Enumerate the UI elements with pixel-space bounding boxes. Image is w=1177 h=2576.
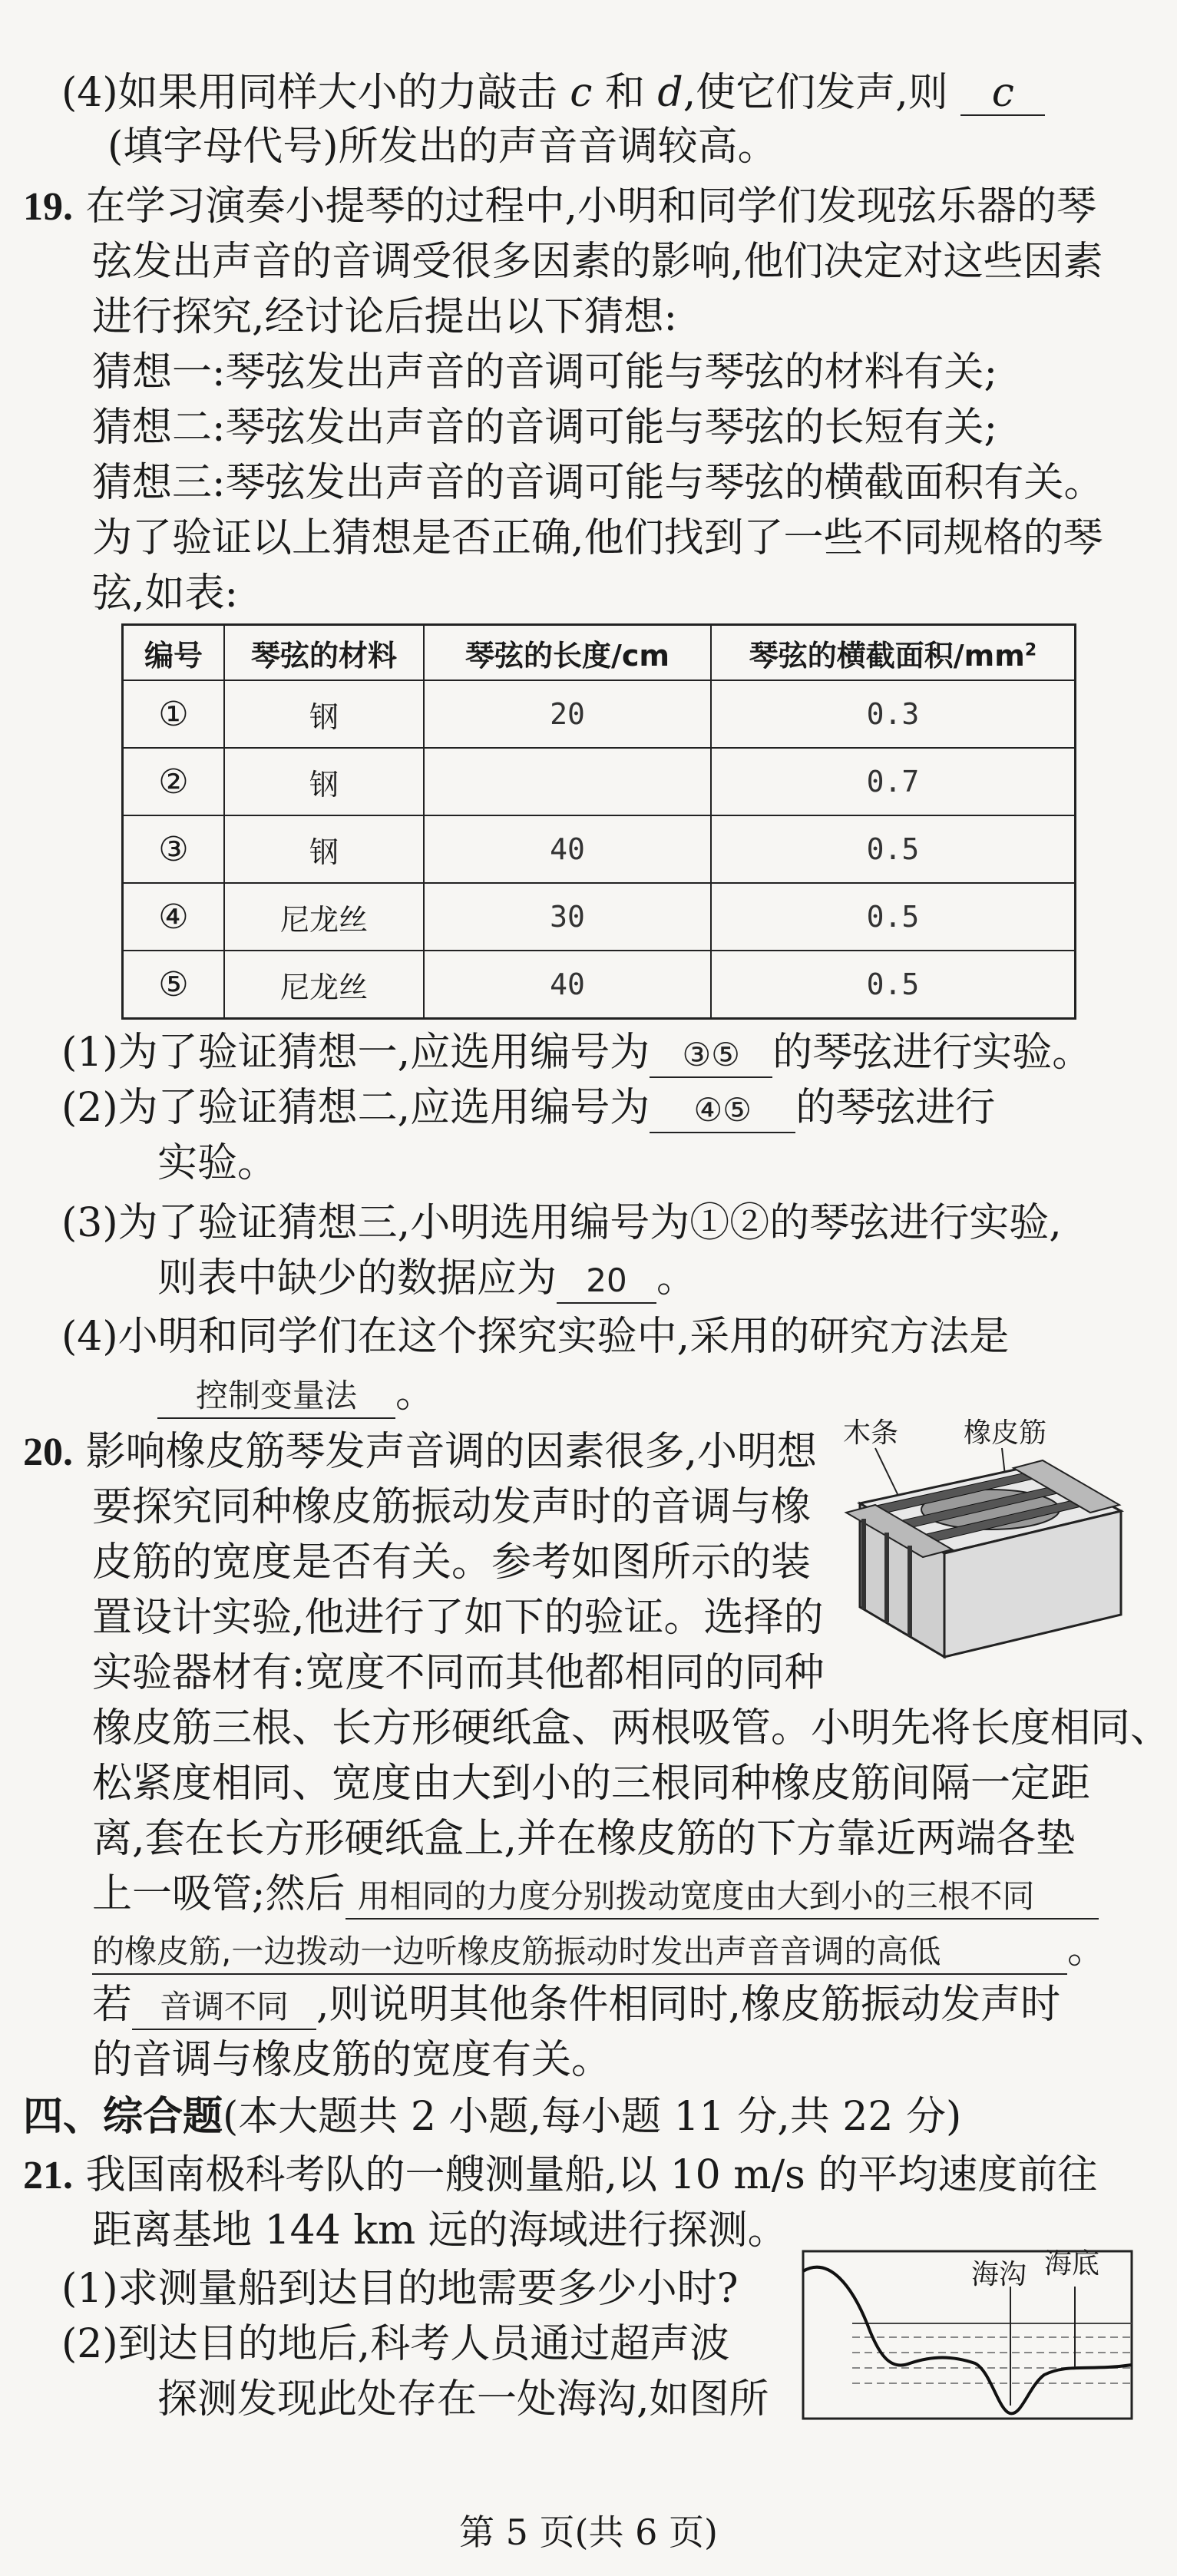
q19-p4-answer: 控制变量法 <box>157 1374 395 1419</box>
q20-text-5: 橡皮筋三根、长方形硬纸盒、两根吸管。小明先将长度相同、 <box>92 1705 1171 1751</box>
table-row <box>123 680 1076 748</box>
q18-text: (4)如果用同样大小的力敲击 <box>61 70 570 116</box>
q19-p1-text: (1)为了验证猜想一,应选用编号为 <box>61 1030 650 1076</box>
q19-intro-6: 为了验证以上猜想是否正确,他们找到了一些不同规格的琴 <box>92 515 1103 561</box>
q19-p2-answer: ④⑤ <box>650 1089 795 1133</box>
q20-text-2: 皮筋的宽度是否有关。参考如图所示的装 <box>92 1539 812 1586</box>
q19-p4-tail: 。 <box>395 1371 436 1417</box>
q19-part2-cont: 实验。 <box>157 1140 278 1186</box>
q19-line1 <box>23 180 1131 234</box>
cell-material: 钢 <box>224 680 424 748</box>
q19-number: 19. <box>23 185 73 229</box>
q20-l11-text: 若 <box>92 1982 133 2028</box>
cell-area: 0.3 <box>711 680 1076 748</box>
label-rubber-band: 橡皮筋 <box>964 1417 1047 1449</box>
cell-material: 尼龙丝 <box>224 883 424 951</box>
cell-id: ② <box>123 748 225 815</box>
cell-id: ① <box>123 680 225 748</box>
q20-text-8 <box>92 1867 1131 1921</box>
q20-answer-part2: 的橡皮筋,一边拨动一边听橡皮筋振动时发出声音音调的高低 <box>92 1930 1067 1975</box>
section-4-heading <box>23 2090 1131 2144</box>
cell-area: 0.7 <box>711 748 1076 815</box>
q19-p2-text: (2)为了验证猜想二,应选用编号为 <box>61 1085 650 1131</box>
q20-text-1: 要探究同种橡皮筋振动发声时的音调与橡 <box>92 1484 812 1530</box>
table-row <box>123 815 1076 883</box>
cell-id: ⑤ <box>123 951 225 1019</box>
q21-text-2: 距离基地 144 km 远的海域进行探测。 <box>92 2207 788 2254</box>
q18-tail: ,使它们发声,则 <box>683 70 948 116</box>
section-4-title: 四、综合题 <box>23 2093 223 2140</box>
th-id: 编号 <box>123 625 225 681</box>
q19-part1 <box>61 1026 1131 1080</box>
q20-text-10 <box>92 1978 1131 2032</box>
section-4-note: (本大题共 2 小题,每小题 11 分,共 22 分) <box>223 2094 962 2140</box>
cell-length: 40 <box>424 815 711 883</box>
cell-length <box>424 748 711 815</box>
cell-length: 20 <box>424 680 711 748</box>
q20-text-4: 实验器材有:宽度不同而其他都相同的同种 <box>92 1650 825 1696</box>
q20-text-9 <box>92 1923 1131 1976</box>
q18-var-c: c <box>570 70 593 116</box>
q20-text-3: 置设计实验,他进行了如下的验证。选择的 <box>92 1595 824 1641</box>
q21-part2-cont: 探测发现此处存在一处海沟,如图所 <box>157 2376 769 2422</box>
q19-hypothesis-2: 猜想二:琴弦发出声音的音调可能与琴弦的长短有关; <box>92 405 998 451</box>
q21-part2: (2)到达目的地后,科考人员通过超声波 <box>61 2321 730 2367</box>
q19-hypothesis-1: 猜想一:琴弦发出声音的音调可能与琴弦的材料有关; <box>92 349 998 395</box>
q19-part3-line1: (3)为了验证猜想三,小明选用编号为①②的琴弦进行实验, <box>61 1200 1062 1246</box>
q21-line1 <box>23 2148 1131 2203</box>
q19-part3-line2 <box>157 1252 1131 1305</box>
q20-l11-tail: ,则说明其他条件相同时,橡皮筋振动发声时 <box>316 1982 1061 2028</box>
q18-answer-blank: c <box>960 71 1045 116</box>
box-drawing <box>829 1411 1136 1665</box>
cell-length: 30 <box>424 883 711 951</box>
table-row <box>123 951 1076 1019</box>
cell-id: ④ <box>123 883 225 951</box>
th-material: 琴弦的材料 <box>224 625 424 681</box>
q20-text-0: 影响橡皮筋琴发声音调的因素很多,小明想 <box>85 1429 818 1475</box>
table-header-row <box>123 625 1076 681</box>
q20-number: 20. <box>23 1430 73 1474</box>
q18-and: 和 <box>592 70 658 116</box>
cell-area: 0.5 <box>711 815 1076 883</box>
label-trench: 海沟 <box>971 2259 1027 2290</box>
label-wood-strip: 木条 <box>843 1417 899 1449</box>
table-row <box>123 883 1076 951</box>
label-seabed: 海底 <box>1044 2248 1100 2280</box>
q21-part1: (1)求测量船到达目的地需要多少小时? <box>61 2266 739 2312</box>
q19-intro-2: 进行探究,经讨论后提出以下猜想: <box>92 294 678 340</box>
string-spec-table <box>121 623 1076 1020</box>
th-area-text: 琴弦的横截面积/mm <box>749 638 1025 673</box>
cell-area: 0.5 <box>711 951 1076 1019</box>
th-length: 琴弦的长度/cm <box>424 625 711 681</box>
cell-id: ③ <box>123 815 225 883</box>
cell-area: 0.5 <box>711 883 1076 951</box>
q20-answer-2: 音调不同 <box>132 1986 316 2030</box>
th-area <box>711 625 1076 681</box>
q21-number: 21. <box>23 2154 73 2197</box>
q19-hypothesis-3: 猜想三:琴弦发出声音的音调可能与琴弦的横截面积有关。 <box>92 460 1104 506</box>
q20-text-6: 松紧度相同、宽度由大到小的三根同种橡皮筋间隔一定距 <box>92 1761 1091 1807</box>
q19-part4-line1: (4)小明和同学们在这个探究实验中,采用的研究方法是 <box>61 1314 1010 1360</box>
q20-l10-tail: 。 <box>1067 1926 1108 1973</box>
q20-l9-text: 上一吸管;然后 <box>92 1871 345 1917</box>
cell-material: 钢 <box>224 815 424 883</box>
q19-p3-tail: 。 <box>656 1255 697 1301</box>
th-area-sup: 2 <box>1024 640 1037 660</box>
q19-intro-1: 弦发出声音的音调受很多因素的影响,他们决定对这些因素 <box>92 239 1103 285</box>
cell-material: 尼龙丝 <box>224 951 424 1019</box>
q21-text-1: 我国南极科考队的一艘测量船,以 10 m/s 的平均速度前往 <box>85 2152 1098 2198</box>
q19-intro-0: 在学习演奏小提琴的过程中,小明和同学们发现弦乐器的琴 <box>85 184 1097 230</box>
q19-p1-tail: 的琴弦进行实验。 <box>772 1030 1093 1076</box>
q18-var-d: d <box>657 70 683 116</box>
cell-length: 40 <box>424 951 711 1019</box>
q19-intro-7: 弦,如表: <box>92 570 239 617</box>
q20-answer-part1: 用相同的力度分别拨动宽度由大到小的三根不同 <box>345 1875 1099 1920</box>
table-row <box>123 748 1076 815</box>
q18-part4-line1 <box>61 66 1131 120</box>
q18-part4-line2: (填字母代号)所发出的声音音调较高。 <box>107 124 778 170</box>
rubber-band-box-figure <box>829 1411 1136 1665</box>
q20-text-7: 离,套在长方形硬纸盒上,并在橡皮筋的下方靠近两端各垫 <box>92 1816 1076 1862</box>
ocean-trench-figure <box>798 2240 1136 2425</box>
q19-p1-answer: ③⑤ <box>650 1033 772 1078</box>
page-footer: 第 5 页(共 6 页) <box>459 2512 718 2553</box>
cell-material: 钢 <box>224 748 424 815</box>
q19-p3-answer: 20 <box>557 1259 656 1304</box>
q19-p3-text: 则表中缺少的数据应为 <box>157 1255 557 1301</box>
q19-p2-tail: 的琴弦进行 <box>795 1085 996 1131</box>
q19-part2 <box>61 1081 1131 1135</box>
q20-text-11: 的音调与橡皮筋的宽度有关。 <box>92 2037 612 2083</box>
